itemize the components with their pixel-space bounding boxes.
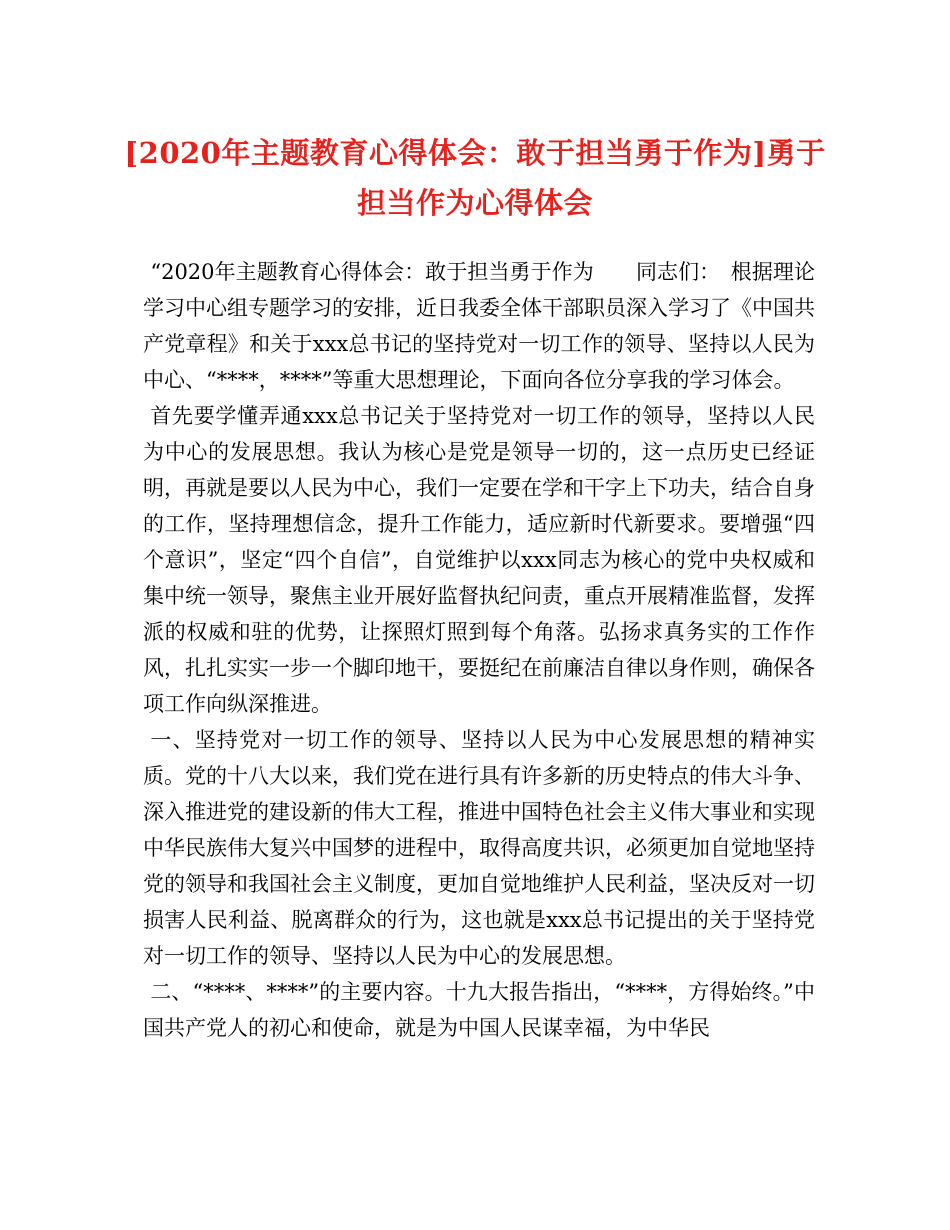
document-title: [2020年主题教育心得体会：敢于担当勇于作为]勇于担当作为心得体会 (124, 136, 826, 220)
paragraph-section-two: 二、“****、****”的主要内容。十九大报告指出，“****，方得始终。”中国共产党人的初心和使命，就是为中国人民谋幸福，为中华民 (143, 980, 815, 1040)
paragraph-intro: “2020年主题教育心得体会：敢于担当勇于作为 同志们： 根据理论学习中心组专题学习的安排，近日我委全体干部职员深入学习了《中国共产党章程》和关于xxx总书记的坚持党对一切工作的领导、坚持以人民为中心、“****，****”等重大思想理论，下面向各位分享我的学习体会。 (143, 260, 815, 392)
paragraph-first: 首先要学懂弄通xxx总书记关于坚持党对一切工作的领导，坚持以人民为中心的发展思想。我认为核心是党是领导一切的，这一点历史已经证明，再就是要以人民为中心，我们一定要在学和干字上下功夫，结合自身的工作，坚持理想信念，提升工作能力，适应新时代新要求。要增强“四个意识”，坚定“四个自信”，自觉维护以xxx同志为核心的党中央权威和集中统一领导，聚焦主业开展好监督执纪问责，重点开展精准监督，发挥派的权威和驻的优势，让探照灯照到每个角落。弘扬求真务实的工作作风，扎扎实实一步一个脚印地干，要挺纪在前廉洁自律以身作则，确保各项工作向纵深推进。 (143, 404, 815, 716)
paragraph-section-one: 一、坚持党对一切工作的领导、坚持以人民为中心发展思想的精神实质。党的十八大以来，我们党在进行具有许多新的历史特点的伟大斗争、深入推进党的建设新的伟大工程，推进中国特色社会主义伟大事业和实现中华民族伟大复兴中国梦的进程中，取得高度共识，必须更加自觉地坚持党的领导和我国社会主义制度，更加自觉地维护人民利益，坚决反对一切损害人民利益、脱离群众的行为，这也就是xxx总书记提出的关于坚持党对一切工作的领导、坚持以人民为中心的发展思想。 (143, 728, 815, 968)
document-body (143, 254, 815, 1046)
